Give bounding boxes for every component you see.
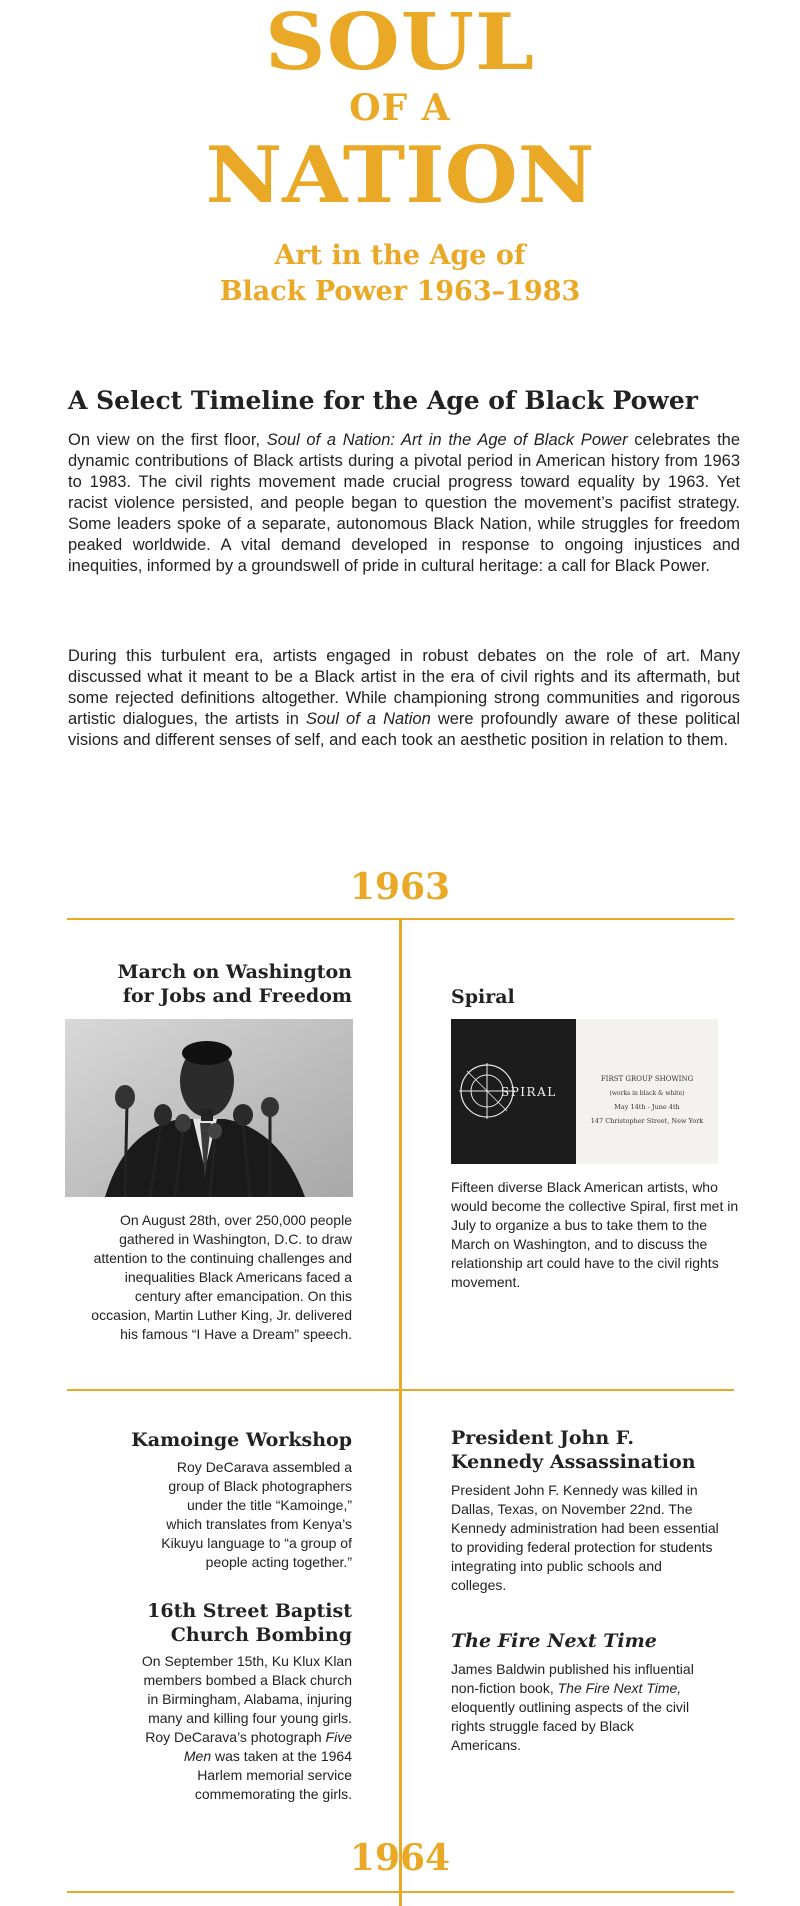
spiral-card-line2: (works in black & white) — [609, 1090, 685, 1097]
title-of-a: OF A — [349, 87, 451, 129]
event-title-16th-street-baptist — [68, 1599, 352, 1647]
church-title-line2: Church Bombing — [170, 1624, 352, 1646]
spiral-exhibition-card-image — [451, 1019, 718, 1164]
church-text: On September 15th, Ku Klux Klan members bombed a Black church in Birmingham, Alabama, injuring many and killing four young girls. Roy DeCarava’s photograph — [141, 1653, 352, 1745]
march-title-line1: March on Washington — [117, 961, 352, 983]
march-on-washington-photo — [65, 1019, 353, 1197]
intro-p1-text-rest: celebrates the dynamic contributions of Black artists during a pivotal period in American history from 1963 to 1983. The civil rights movement made crucial progress toward equality by 1963. Yet racist violence persisted, and people began to question the movement’s pacifist strategy. Some leaders spoke of a separate, autonomous Black Nation, while struggles for freedom peaked worldwide. A vital demand developed in response to ongoing injustices and inequities, informed by a groundswell of pride in cultural heritage: a call for Black Power. — [68, 431, 741, 575]
fire-next-time-italic: The Fire Next Time, — [557, 1680, 682, 1696]
intro-heading: A Select Timeline for the Age of Black Power — [68, 386, 698, 415]
spiral-card-line3: May 14th - June 4th — [614, 1103, 680, 1111]
year-1964-heading: 1964 — [349, 1837, 451, 1879]
church-title-line1: 16th Street Baptist — [147, 1600, 352, 1622]
subtitle-line2: Black Power 1963–1983 — [219, 276, 581, 307]
title-nation: NATION — [205, 128, 595, 221]
timeline-divider-middle — [67, 1389, 734, 1391]
spiral-card-line4: 147 Christopher Street, New York — [590, 1117, 704, 1125]
spiral-card-illustration — [451, 1019, 718, 1164]
five-men-italic: Five Men — [183, 1729, 352, 1764]
year-1963-heading: 1963 — [349, 866, 451, 908]
mlk-speech-photo-illustration — [65, 1019, 353, 1197]
march-title-line2: for Jobs and Freedom — [122, 985, 352, 1007]
event-text-kennedy-assassination: President John F. Kennedy was killed in Dallas, Texas, on November 22nd. The Kennedy administration had been essential to providing federal protection for students integrating into public schools and colleges. — [451, 1482, 719, 1593]
event-text-kamoinge-workshop: Roy DeCarava assembled a group of Black photographers under the title “Kamoinge,” which translates from Kenya’s Kikuyu language to “a group of people acting together.” — [161, 1459, 352, 1570]
fire-text-rest: eloquently outlining aspects of the civil rights struggle faced by Black Americans. — [451, 1699, 690, 1753]
intro-p1-text: On view on the first floor, — [68, 431, 267, 449]
exhibition-title-short-italic: Soul of a Nation — [305, 710, 431, 728]
intro-paragraph-2 — [68, 646, 740, 751]
spiral-card-word: SPIRAL — [501, 1085, 557, 1099]
event-title-kamoinge-workshop: Kamoinge Workshop — [131, 1429, 352, 1451]
intro-p2-text-rest: were profoundly aware of these political visions and different senses of self, and each took an aesthetic position in relation to them. — [68, 710, 740, 749]
spiral-card-line1: FIRST GROUP SHOWING — [600, 1075, 694, 1083]
kennedy-title-line1: President John F. — [451, 1427, 634, 1449]
event-text-march-on-washington: On August 28th, over 250,000 people gathered in Washington, D.C. to draw attention to the continuing challenges and inequalities Black Americans faced a century after emancipation. On this occasion, Martin Luther King, Jr. delivered his famous “I Have a Dream” speech. — [91, 1212, 352, 1342]
event-title-kennedy-assassination — [451, 1426, 751, 1474]
event-text-fire-next-time — [451, 1660, 701, 1755]
subtitle — [0, 238, 800, 310]
event-text-16th-street-baptist — [68, 1652, 352, 1804]
event-title-march-on-washington — [68, 960, 352, 1008]
title-soul: SOUL — [264, 0, 536, 88]
event-title-spiral: Spiral — [451, 986, 515, 1008]
event-title-fire-next-time: The Fire Next Time — [451, 1630, 657, 1652]
church-text-rest: was taken at the 1964 Harlem memorial service commemorating the girls. — [194, 1748, 352, 1802]
kennedy-title-line2: Kennedy Assassination — [451, 1451, 696, 1473]
timeline-vertical-line — [399, 918, 402, 1906]
subtitle-line1: Art in the Age of — [274, 240, 526, 271]
exhibition-title-italic: Soul of a Nation: Art in the Age of Black Power — [266, 431, 628, 449]
timeline-divider-bottom — [67, 1891, 734, 1893]
intro-p2-text: During this turbulent era, artists engaged in robust debates on the role of art. Many discussed what it meant to be a Black artist in the era of civil rights and its aftermath, but some rejected definitions altogether. While championing strong communities and rigorous artistic dialogues, the artists in — [68, 647, 740, 728]
fire-text: James Baldwin published his influential non-fiction book, — [451, 1661, 694, 1696]
event-text-spiral: Fifteen diverse Black American artists, who would become the collective Spiral, first met in July to organize a bus to take them to the March on Washington, and to discuss the relationship art could have to the civil rights movement. — [451, 1179, 739, 1290]
intro-paragraph-1 — [68, 430, 740, 577]
